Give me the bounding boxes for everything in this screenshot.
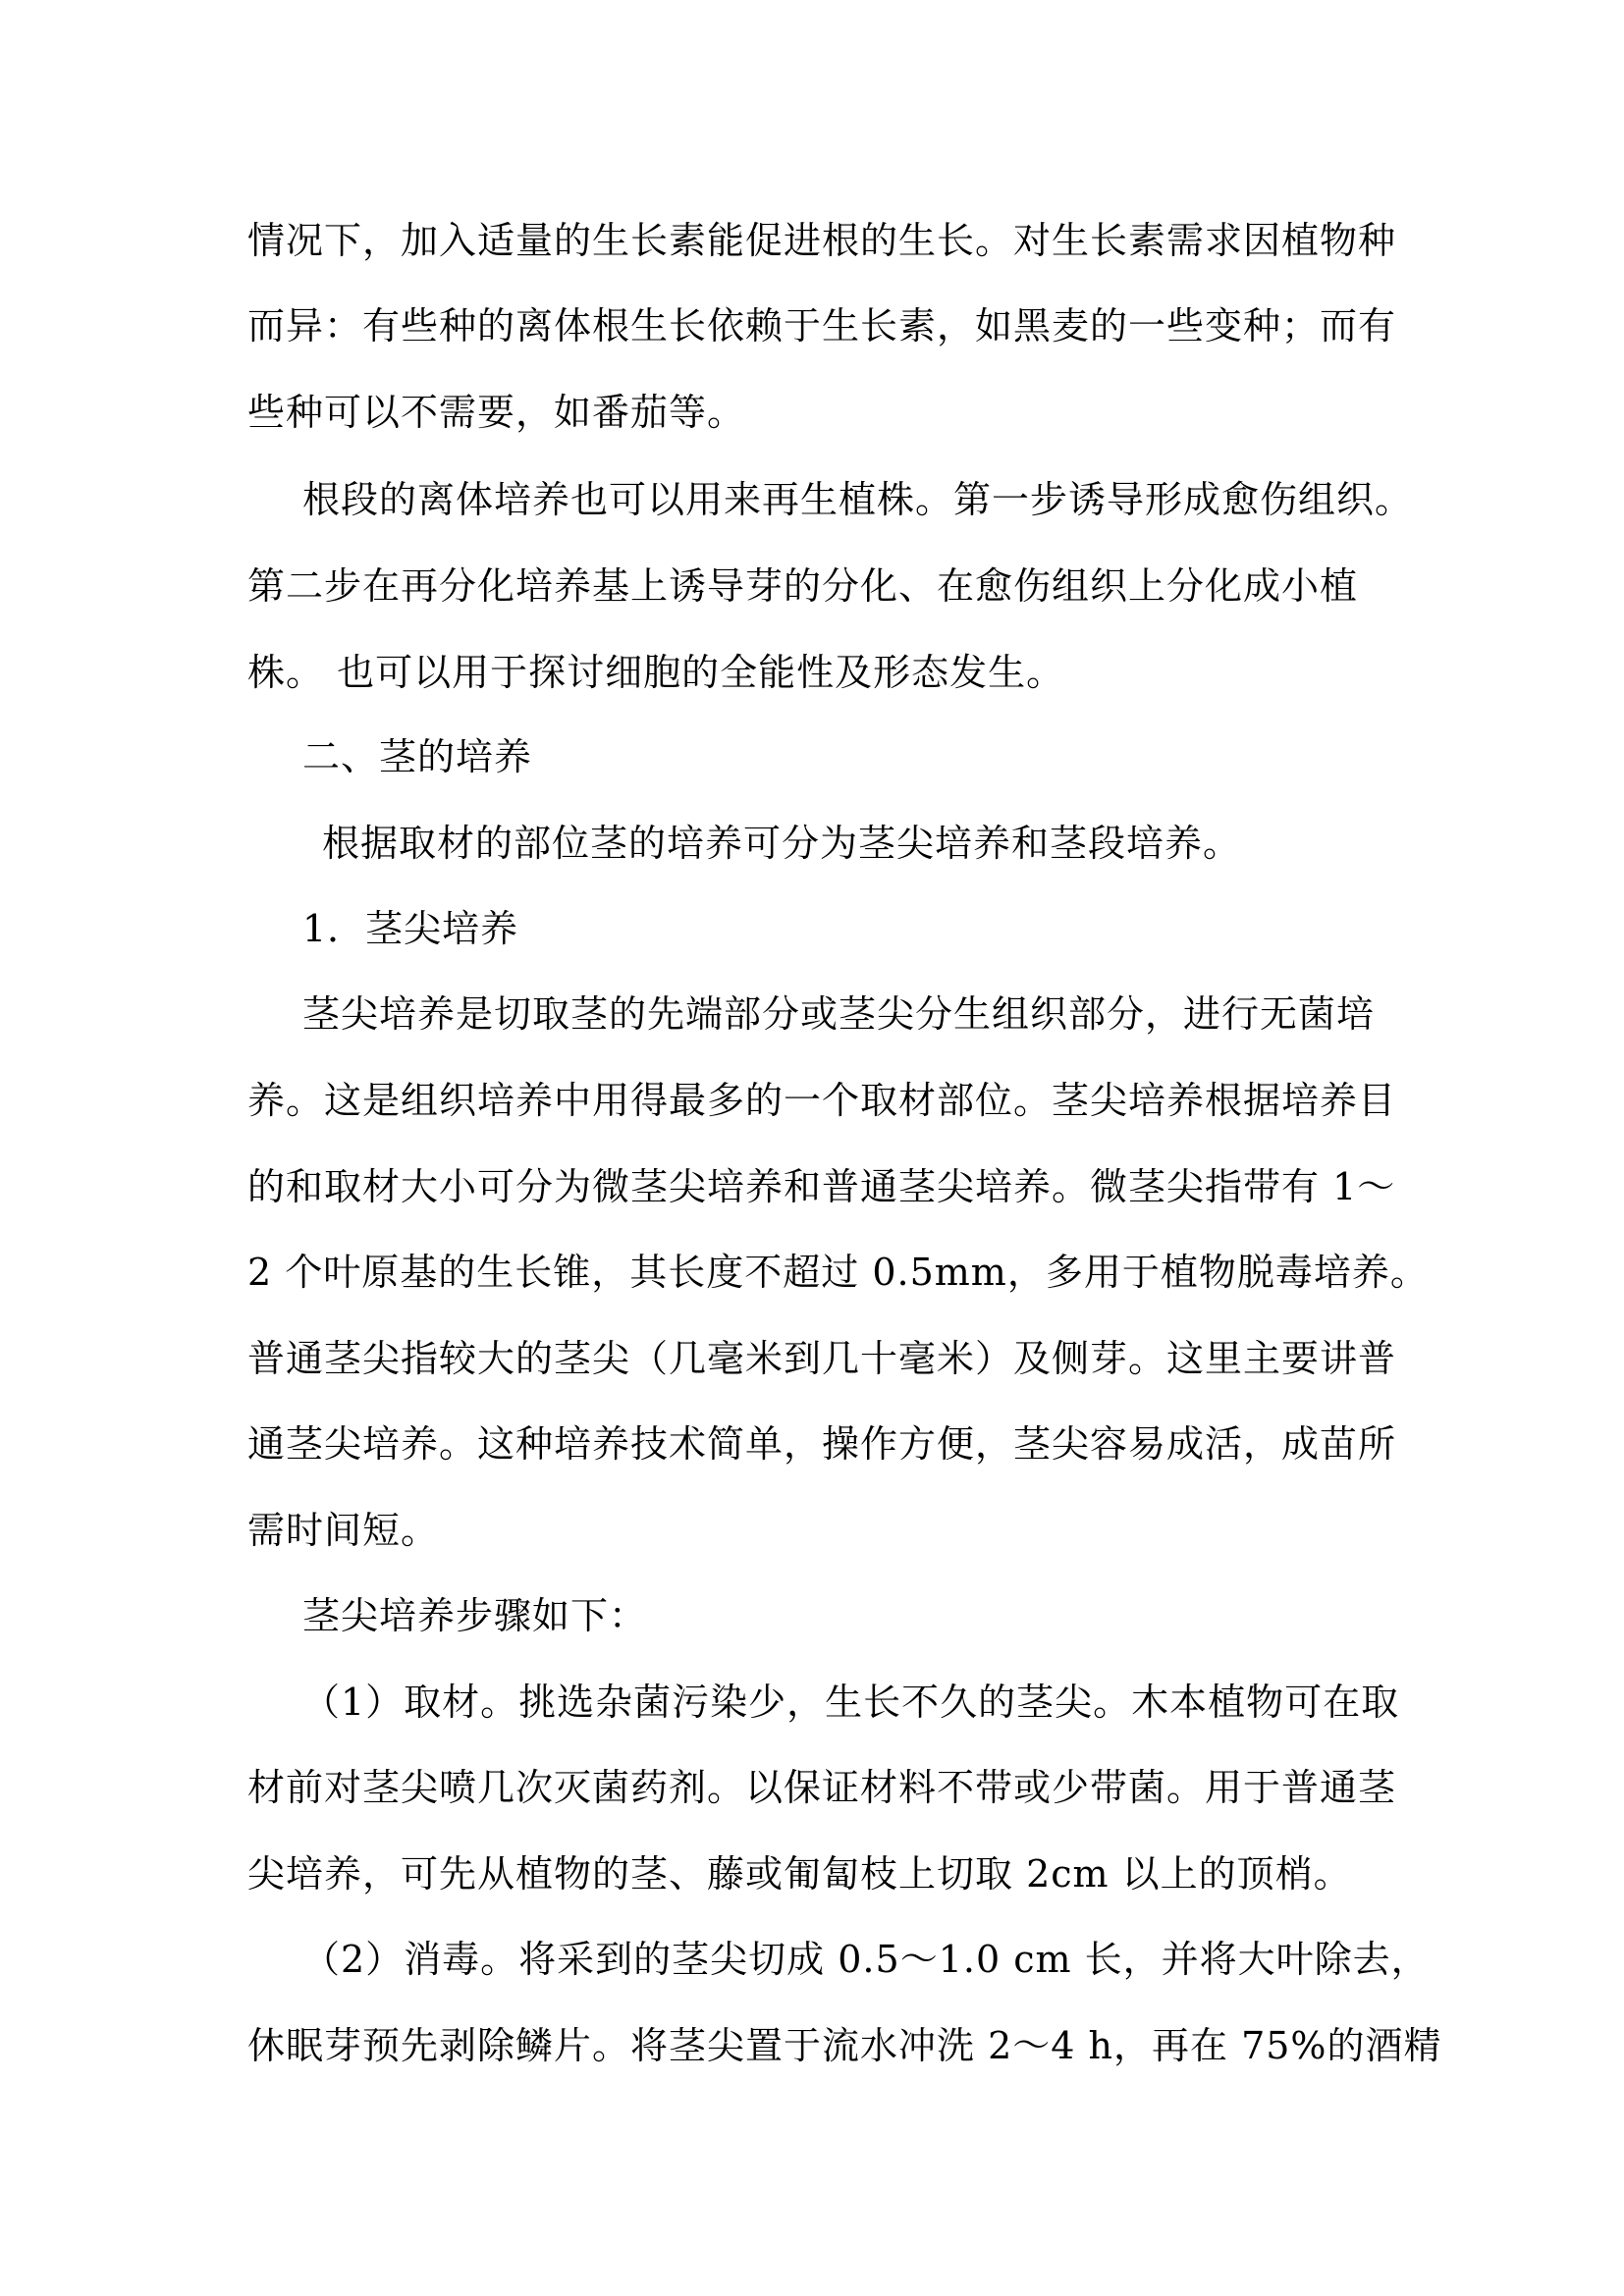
text-line: 普通茎尖指较大的茎尖（几毫米到几十毫米）及侧芽。这里主要讲普 — [247, 1337, 1397, 1380]
text-line: 通茎尖培养。这种培养技术简单，操作方便，茎尖容易成活，成苗所 — [247, 1422, 1397, 1466]
text-line: 情况下，加入适量的生长素能促进根的生长。对生长素需求因植物种 — [247, 219, 1397, 262]
text-line: 需时间短。 — [247, 1509, 440, 1552]
text-line: 材前对茎尖喷几次灭菌药剂。以保证材料不带或少带菌。用于普通茎 — [247, 1766, 1397, 1809]
text-line: （1）取材。挑选杂菌污染少，生长不久的茎尖。木本植物可在取 — [302, 1681, 1400, 1724]
section-heading: 二、茎的培养 — [302, 735, 533, 778]
text-line: 茎尖培养是切取茎的先端部分或茎尖分生组织部分，进行无菌培 — [302, 992, 1376, 1036]
text-line: 2 个叶原基的生长锥，其长度不超过 0.5mm，多用于植物脱毒培养。 — [247, 1251, 1429, 1294]
text-line: 尖培养，可先从植物的茎、藤或匍匐枝上切取 2cm 以上的顶梢。 — [247, 1852, 1352, 1896]
subsection-heading: 1．茎尖培养 — [302, 907, 519, 950]
text-line: 株。 也可以用于探讨细胞的全能性及形态发生。 — [247, 651, 1065, 694]
text-line: （2）消毒。将采到的茎尖切成 0.5～1.0 cm 长，并将大叶除去， — [302, 1938, 1430, 1981]
text-line: 而异：有些种的离体根生长依赖于生长素，如黑麦的一些变种；而有 — [247, 304, 1397, 347]
text-line: 休眠芽预先剥除鳞片。将茎尖置于流水冲洗 2～4 h，再在 75%的酒精 — [247, 2024, 1442, 2067]
text-line: 的和取材大小可分为微茎尖培养和普通茎尖培养。微茎尖指带有 1～ — [247, 1165, 1396, 1208]
text-line: 些种可以不需要，如番茄等。 — [247, 391, 746, 434]
text-line: 养。这是组织培养中用得最多的一个取材部位。茎尖培养根据培养目 — [247, 1079, 1397, 1122]
text-line: 第二步在再分化培养基上诱导芽的分化、在愈伤组织上分化成小植 — [247, 564, 1359, 608]
text-line: 根段的离体培养也可以用来再生植株。第一步诱导形成愈伤组织。 — [302, 478, 1414, 521]
text-line: 根据取材的部位茎的培养可分为茎尖培养和茎段培养。 — [322, 822, 1242, 865]
text-line: 茎尖培养步骤如下： — [302, 1594, 648, 1637]
